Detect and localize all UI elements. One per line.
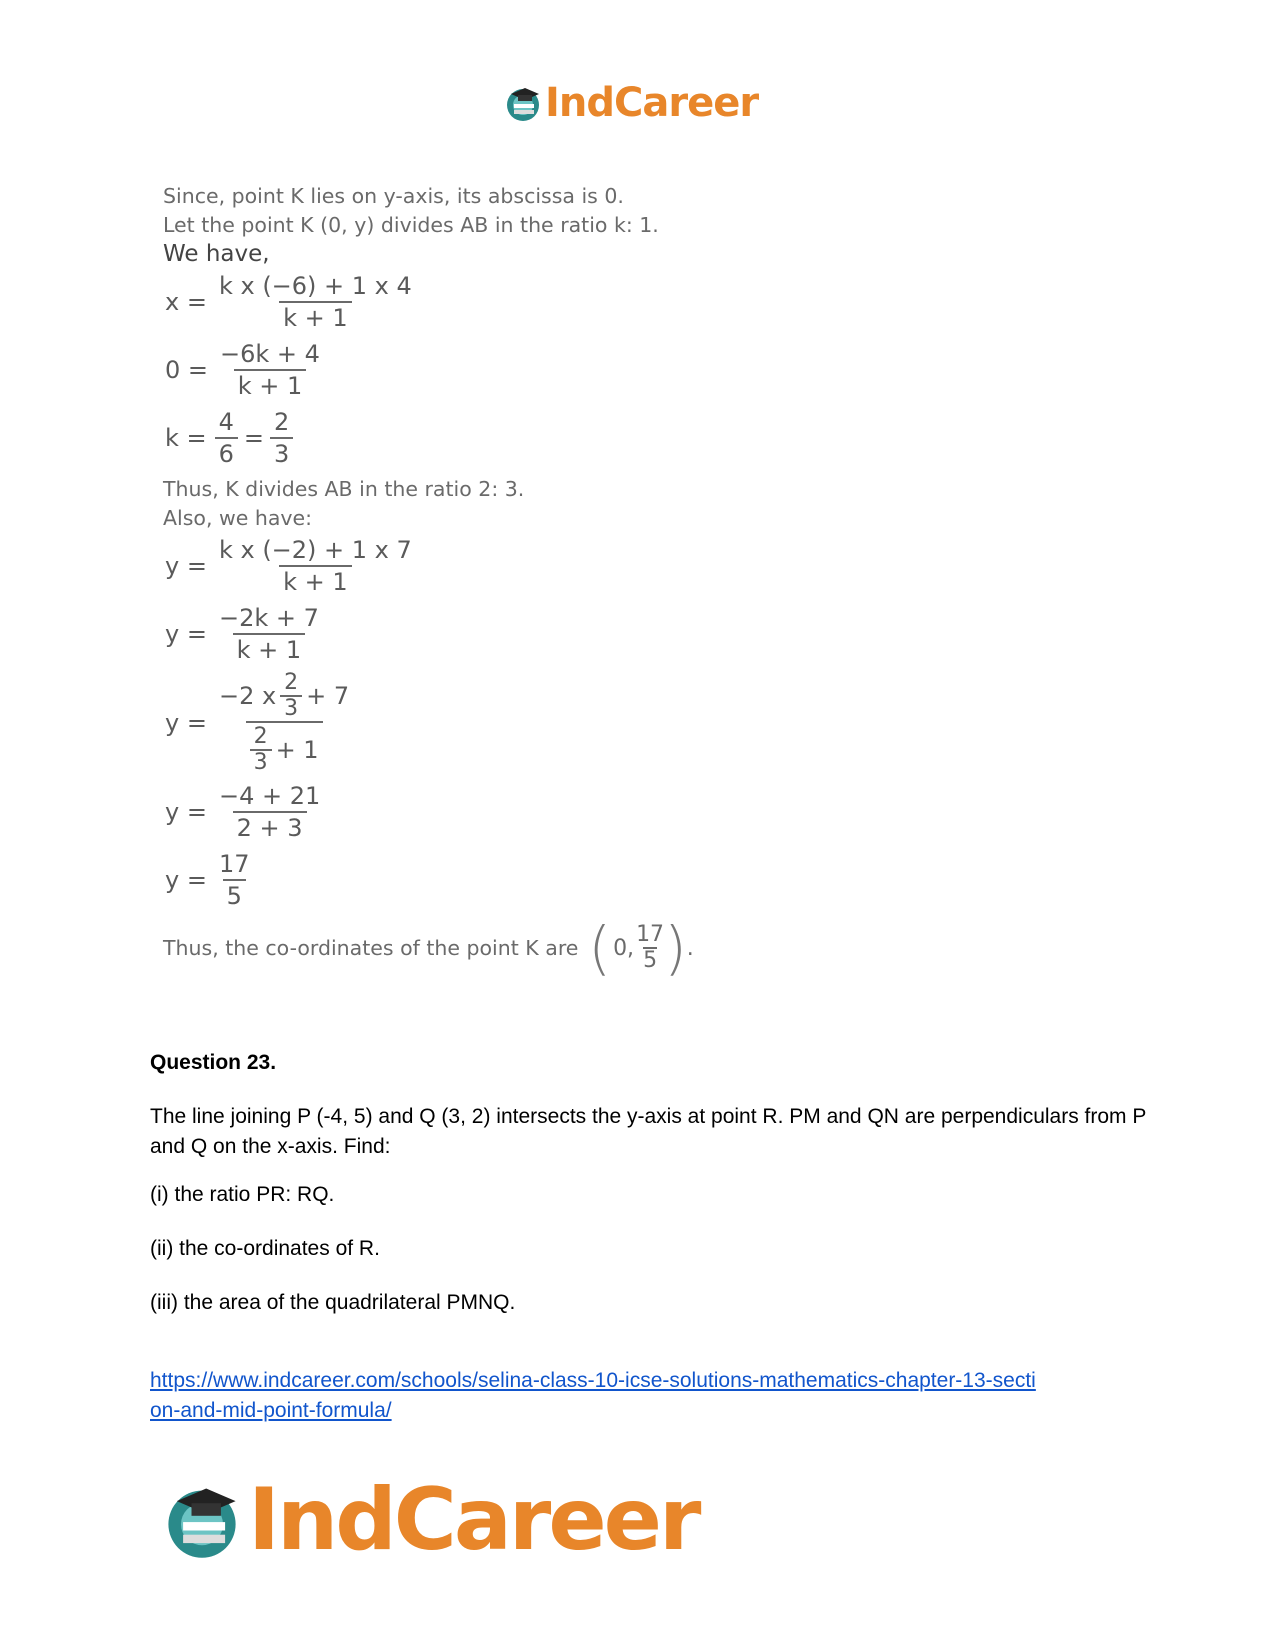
equation-lhs: y = — [165, 552, 207, 580]
solution-line: We have, — [163, 241, 270, 267]
indcareer-logo-top — [503, 80, 758, 126]
denominator: 5 — [643, 948, 658, 973]
denominator: 5 — [223, 879, 246, 911]
denominator: 2 + 3 — [233, 811, 307, 843]
source-link-line[interactable]: on-and-mid-point-formula/ — [150, 1399, 392, 1422]
logo-wordmark: IndCareer — [545, 80, 759, 126]
equation — [165, 407, 723, 469]
equals-sign: = — [243, 424, 265, 452]
denominator: 3 — [280, 695, 302, 721]
numerator: −2k + 7 — [218, 604, 319, 632]
period: . — [686, 935, 694, 961]
graduation-cap-globe-icon — [503, 83, 543, 123]
equation-lhs: y = — [165, 709, 207, 737]
open-paren: ( — [588, 914, 612, 982]
equation — [165, 671, 723, 775]
fraction — [216, 339, 324, 401]
equation-lhs: y = — [165, 620, 207, 648]
equation-lhs: y = — [165, 866, 207, 894]
fraction — [280, 671, 302, 721]
numerator: 17 — [218, 850, 250, 878]
numerator: k x (−2) + 1 x 7 — [218, 536, 412, 564]
equation — [165, 849, 723, 911]
denominator-text: + 1 — [275, 736, 319, 764]
numerator: 17 — [636, 922, 665, 947]
fraction — [250, 725, 272, 775]
question-part: (iii) the area of the quadrilateral PMNQ. — [150, 1291, 516, 1314]
fraction — [636, 923, 664, 973]
solution-line: Thus, the co-ordinates of the point K are — [163, 935, 579, 960]
numerator: −6k + 4 — [220, 340, 320, 368]
equation-lhs: x = — [165, 288, 207, 316]
question-title: Question 23. — [150, 1051, 277, 1074]
numerator — [215, 671, 353, 721]
denominator — [246, 721, 323, 775]
fraction — [215, 781, 324, 843]
fraction — [215, 849, 254, 911]
source-link[interactable] — [150, 1366, 1150, 1426]
numerator: k x (−6) + 1 x 4 — [218, 272, 412, 300]
equation-lhs: 0 = — [165, 356, 209, 384]
indcareer-logo-bottom — [160, 1470, 698, 1570]
fraction — [215, 535, 416, 597]
equation-lhs: k = — [165, 424, 207, 452]
numerator-text: −2 x — [218, 682, 277, 710]
numerator: 2 — [253, 724, 268, 749]
equation-lhs: y = — [165, 798, 207, 826]
equation — [165, 781, 723, 843]
denominator: k + 1 — [279, 301, 352, 333]
solution-line: Thus, K divides AB in the ratio 2: 3. — [163, 477, 525, 501]
source-link-line[interactable]: https://www.indcareer.com/schools/selina-class-10-icse-solutions-mathematics-chapter-13-secti — [150, 1369, 1036, 1392]
equation — [165, 535, 723, 597]
denominator: 3 — [270, 437, 293, 469]
solution-block — [163, 182, 723, 982]
graduation-cap-globe-icon — [160, 1478, 244, 1562]
fraction — [215, 271, 416, 333]
denominator: 3 — [250, 749, 272, 775]
solution-line: Since, point K lies on y-axis, its abscissa is 0. — [163, 184, 624, 208]
equation — [165, 339, 723, 401]
question-part: (i) the ratio PR: RQ. — [150, 1183, 335, 1206]
fraction — [215, 603, 323, 665]
denominator: 6 — [215, 437, 238, 469]
denominator: k + 1 — [279, 565, 352, 597]
fraction — [270, 407, 293, 469]
close-paren: ) — [664, 914, 687, 982]
compound-fraction — [215, 671, 353, 775]
numerator: 2 — [284, 670, 299, 695]
denominator: k + 1 — [234, 369, 307, 401]
coordinates-line — [163, 914, 723, 982]
denominator: k + 1 — [233, 633, 306, 665]
equation — [165, 271, 723, 333]
logo-wordmark: IndCareer — [248, 1470, 699, 1570]
solution-line: Also, we have: — [163, 506, 313, 530]
question-body: The line joining P (-4, 5) and Q (3, 2) intersects the y-axis at point R. PM and QN are perpendiculars from P and Q on the x-axis. Find: — [150, 1105, 1147, 1158]
equation — [165, 603, 723, 665]
coord-x: 0, — [613, 935, 635, 961]
question-part: (ii) the co-ordinates of R. — [150, 1237, 380, 1260]
fraction — [215, 407, 238, 469]
numerator-text: + 7 — [306, 682, 350, 710]
numerator: −4 + 21 — [218, 782, 321, 810]
numerator: 4 — [218, 408, 234, 436]
solution-line: Let the point K (0, y) divides AB in the ratio k: 1. — [163, 213, 659, 237]
numerator: 2 — [274, 408, 290, 436]
